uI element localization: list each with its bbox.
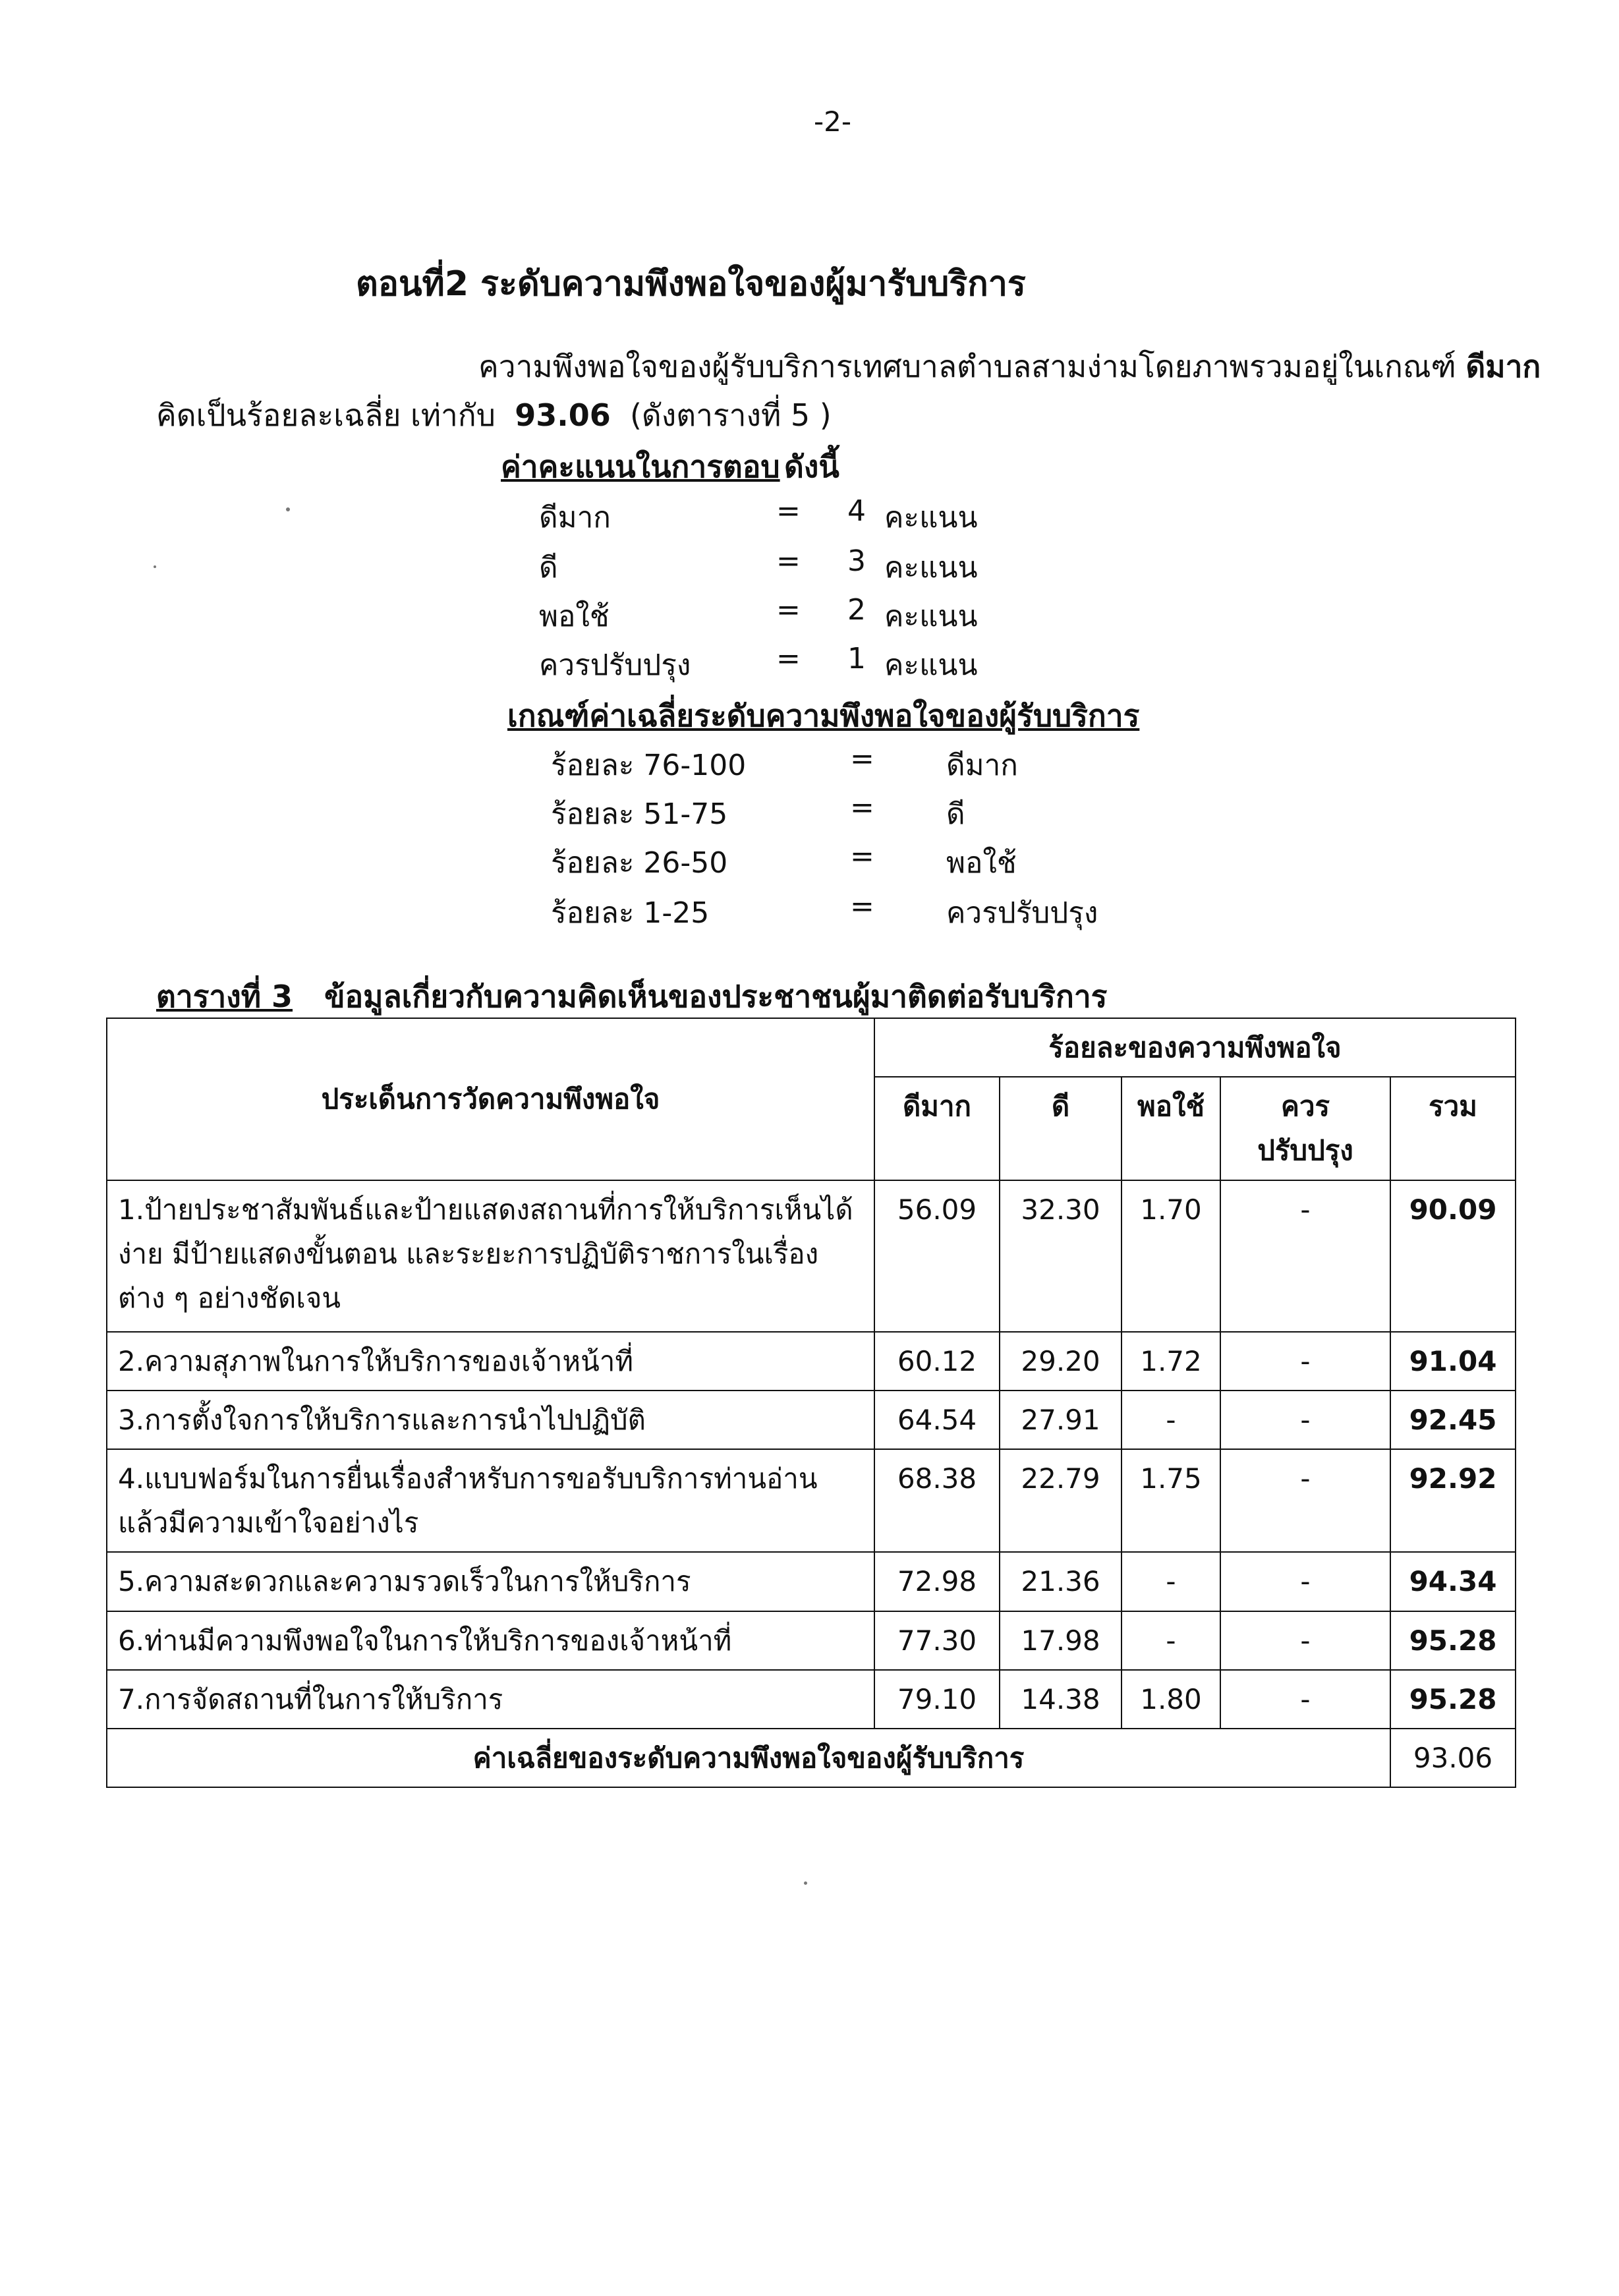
criteria-level: ดีมาก xyxy=(946,749,1018,782)
row-item: 7.การจัดสถานที่ในการให้บริการ xyxy=(107,1670,874,1729)
row-good: 32.30 xyxy=(1000,1180,1122,1332)
average-label: ค่าเฉลี่ยของระดับความพึงพอใจของผู้รับบริการ xyxy=(107,1729,1390,1787)
table-row xyxy=(107,1449,1516,1552)
scoring-value: 2 xyxy=(847,593,866,627)
intro-suffix: (ดังตารางที่ 5 ) xyxy=(629,397,832,433)
row-very-good: 79.10 xyxy=(874,1670,1000,1729)
criteria-eq: = xyxy=(850,742,874,776)
row-good: 17.98 xyxy=(1000,1611,1122,1670)
row-total: 91.04 xyxy=(1390,1332,1516,1391)
scoring-eq: = xyxy=(776,642,801,675)
table-caption-label: ตารางที่ 3 xyxy=(156,979,293,1014)
row-improve: - xyxy=(1220,1449,1390,1552)
row-item: 1.ป้ายประชาสัมพันธ์และป้ายแสดงสถานที่การให้บริการเห็นได้ง่าย มีป้ายแสดงขั้นตอน และระยะการปฏิบัติราชการในเรื่องต่าง ๆ อย่างชัดเจน xyxy=(107,1180,874,1332)
header-issue: ประเด็นการวัดความพึงพอใจ xyxy=(107,1018,874,1180)
row-item: 6.ท่านมีความพึงพอใจในการให้บริการของเจ้าหน้าที่ xyxy=(107,1611,874,1670)
intro-line-2 xyxy=(156,391,832,440)
row-good: 21.36 xyxy=(1000,1552,1122,1611)
header-improve-line1: ควร xyxy=(1280,1090,1330,1123)
scoring-unit: คะแนน xyxy=(884,551,978,585)
table-caption xyxy=(156,973,1107,1021)
row-fair: - xyxy=(1122,1552,1220,1611)
table-row xyxy=(107,1391,1516,1449)
row-fair: - xyxy=(1122,1611,1220,1670)
row-fair: - xyxy=(1122,1391,1220,1449)
row-total: 92.92 xyxy=(1390,1449,1516,1552)
row-very-good: 64.54 xyxy=(874,1391,1000,1449)
table-row xyxy=(107,1180,1516,1332)
scoring-label: ดีมาก xyxy=(539,501,611,534)
scan-speck xyxy=(154,565,156,568)
page-number: -2- xyxy=(814,105,852,138)
row-item: 5.ความสะดวกและความรวดเร็วในการให้บริการ xyxy=(107,1552,874,1611)
row-good: 22.79 xyxy=(1000,1449,1122,1552)
row-improve: - xyxy=(1220,1611,1390,1670)
header-improve-line2: ปรับปรุง xyxy=(1257,1134,1353,1167)
scoring-eq: = xyxy=(776,544,801,578)
row-improve: - xyxy=(1220,1670,1390,1729)
scoring-value: 4 xyxy=(847,494,866,528)
header-good: ดี xyxy=(1000,1077,1122,1180)
scoring-eq: = xyxy=(776,494,801,528)
row-very-good: 72.98 xyxy=(874,1552,1000,1611)
intro-prefix: คิดเป็นร้อยละเฉลี่ย เท่ากับ xyxy=(156,397,496,433)
scoring-value: 1 xyxy=(847,642,866,675)
criteria-range: ร้อยละ 26-50 xyxy=(551,846,728,880)
scoring-label: ควรปรับปรุง xyxy=(539,648,691,682)
criteria-heading: เกณฑ์ค่าเฉลี่ยระดับความพึงพอใจของผู้รับบริการ xyxy=(507,698,1140,733)
scoring-unit: คะแนน xyxy=(884,600,978,633)
row-very-good: 68.38 xyxy=(874,1449,1000,1552)
row-total: 95.28 xyxy=(1390,1670,1516,1729)
row-total: 92.45 xyxy=(1390,1391,1516,1449)
row-item: 4.แบบฟอร์มในการยื่นเรื่องสำหรับการขอรับบริการท่านอ่านแล้วมีความเข้าใจอย่างไร xyxy=(107,1449,874,1552)
header-group: ร้อยละของความพึงพอใจ xyxy=(874,1018,1516,1077)
criteria-eq: = xyxy=(850,890,874,923)
criteria-range: ร้อยละ 51-75 xyxy=(551,797,728,831)
scan-speck xyxy=(804,1881,807,1885)
criteria-level: ควรปรับปรุง xyxy=(946,896,1098,930)
row-fair: 1.75 xyxy=(1122,1449,1220,1552)
intro-value: 93.06 xyxy=(515,397,611,433)
average-value: 93.06 xyxy=(1390,1729,1516,1787)
row-total: 94.34 xyxy=(1390,1552,1516,1611)
satisfaction-table xyxy=(106,1018,1516,1788)
row-total: 90.09 xyxy=(1390,1180,1516,1332)
header-very-good: ดีมาก xyxy=(874,1077,1000,1180)
scoring-unit: คะแนน xyxy=(884,501,978,534)
row-good: 27.91 xyxy=(1000,1391,1122,1449)
section-title: ตอนที่2 ระดับความพึงพอใจของผู้มารับบริการ xyxy=(356,264,1026,304)
row-improve: - xyxy=(1220,1391,1390,1449)
row-good: 29.20 xyxy=(1000,1332,1122,1391)
scoring-label: พอใช้ xyxy=(539,600,610,633)
criteria-eq: = xyxy=(850,791,874,824)
scoring-suffix: ดังนี้ xyxy=(784,449,839,484)
header-improve xyxy=(1220,1077,1390,1180)
header-total: รวม xyxy=(1390,1077,1516,1180)
row-improve: - xyxy=(1220,1332,1390,1391)
row-improve: - xyxy=(1220,1552,1390,1611)
row-very-good: 77.30 xyxy=(874,1611,1000,1670)
average-row xyxy=(107,1729,1516,1787)
row-fair: 1.80 xyxy=(1122,1670,1220,1729)
intro-line-1 xyxy=(478,343,1541,391)
row-very-good: 56.09 xyxy=(874,1180,1000,1332)
table-row xyxy=(107,1552,1516,1611)
row-item: 2.ความสุภาพในการให้บริการของเจ้าหน้าที่ xyxy=(107,1332,874,1391)
scoring-unit: คะแนน xyxy=(884,648,978,682)
scoring-heading: ค่าคะแนนในการตอบ xyxy=(501,449,780,484)
scan-speck xyxy=(286,507,290,511)
criteria-range: ร้อยละ 76-100 xyxy=(551,749,747,782)
row-item: 3.การตั้งใจการให้บริการและการนำไปปฏิบัติ xyxy=(107,1391,874,1449)
intro-level: ดีมาก xyxy=(1465,349,1541,384)
row-total: 95.28 xyxy=(1390,1611,1516,1670)
scoring-label: ดี xyxy=(539,551,558,585)
table-row xyxy=(107,1332,1516,1391)
intro-text: ความพึงพอใจของผู้รับบริการเทศบาลตำบลสามง่ามโดยภาพรวมอยู่ในเกณฑ์ xyxy=(478,349,1456,384)
row-fair: 1.72 xyxy=(1122,1332,1220,1391)
table-row xyxy=(107,1670,1516,1729)
criteria-range: ร้อยละ 1-25 xyxy=(551,896,710,930)
row-fair: 1.70 xyxy=(1122,1180,1220,1332)
table-caption-text: ข้อมูลเกี่ยวกับความคิดเห็นของประชาชนผู้มาติดต่อรับบริการ xyxy=(324,979,1108,1014)
scoring-eq: = xyxy=(776,593,801,627)
row-very-good: 60.12 xyxy=(874,1332,1000,1391)
row-good: 14.38 xyxy=(1000,1670,1122,1729)
table-row xyxy=(107,1611,1516,1670)
criteria-level: ดี xyxy=(946,797,965,831)
criteria-eq: = xyxy=(850,840,874,873)
criteria-level: พอใช้ xyxy=(946,846,1017,880)
scoring-value: 3 xyxy=(847,544,866,578)
row-improve: - xyxy=(1220,1180,1390,1332)
header-fair: พอใช้ xyxy=(1122,1077,1220,1180)
